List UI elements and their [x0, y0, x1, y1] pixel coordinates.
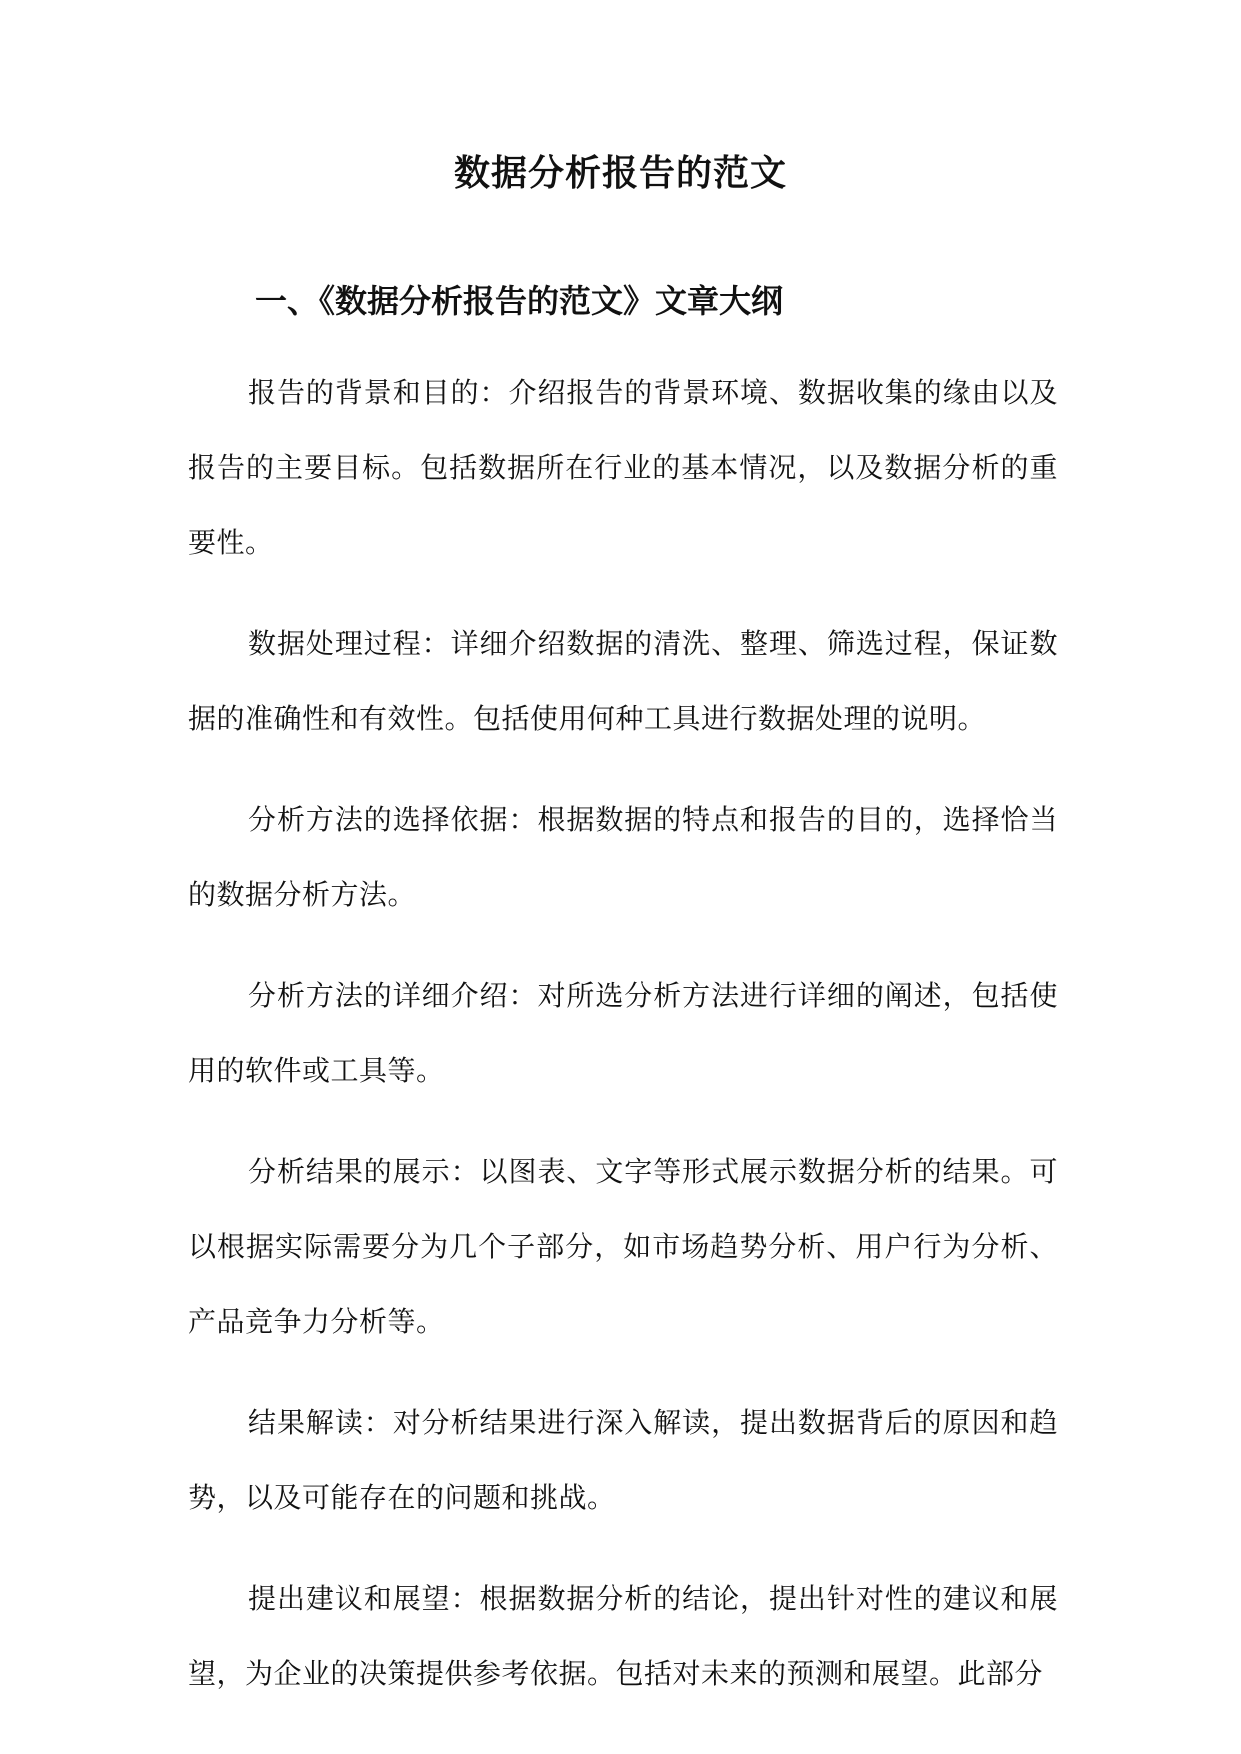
section-heading: 一、《数据分析报告的范文》文章大纲 — [255, 282, 784, 320]
document-title: 数据分析报告的范文 — [453, 152, 787, 194]
paragraph-results-interpretation: 结果解读：对分析结果进行深入解读，提出数据背后的原因和趋势，以及可能存在的问题和挑战。 — [188, 1406, 1058, 1514]
paragraph-data-processing: 数据处理过程：详细介绍数据的清洗、整理、筛选过程，保证数据的准确性和有效性。包括使用何种工具进行数据处理的说明。 — [188, 627, 1058, 735]
paragraph-method-selection: 分析方法的选择依据：根据数据的特点和报告的目的，选择恰当的数据分析方法。 — [188, 803, 1058, 911]
document-body — [188, 355, 1058, 1737]
paragraph-recommendations: 提出建议和展望：根据数据分析的结论，提出针对性的建议和展望，为企业的决策提供参考依据。包括对未来的预测和展望。此部分 — [188, 1582, 1058, 1690]
paragraph-results-display: 分析结果的展示：以图表、文字等形式展示数据分析的结果。可以根据实际需要分为几个子部分，如市场趋势分析、用户行为分析、产品竞争力分析等。 — [188, 1155, 1058, 1338]
paragraph-method-details: 分析方法的详细介绍：对所选分析方法进行详细的阐述，包括使用的软件或工具等。 — [188, 979, 1058, 1087]
paragraph-background: 报告的背景和目的：介绍报告的背景环境、数据收集的缘由以及报告的主要目标。包括数据所在行业的基本情况，以及数据分析的重要性。 — [188, 376, 1058, 559]
